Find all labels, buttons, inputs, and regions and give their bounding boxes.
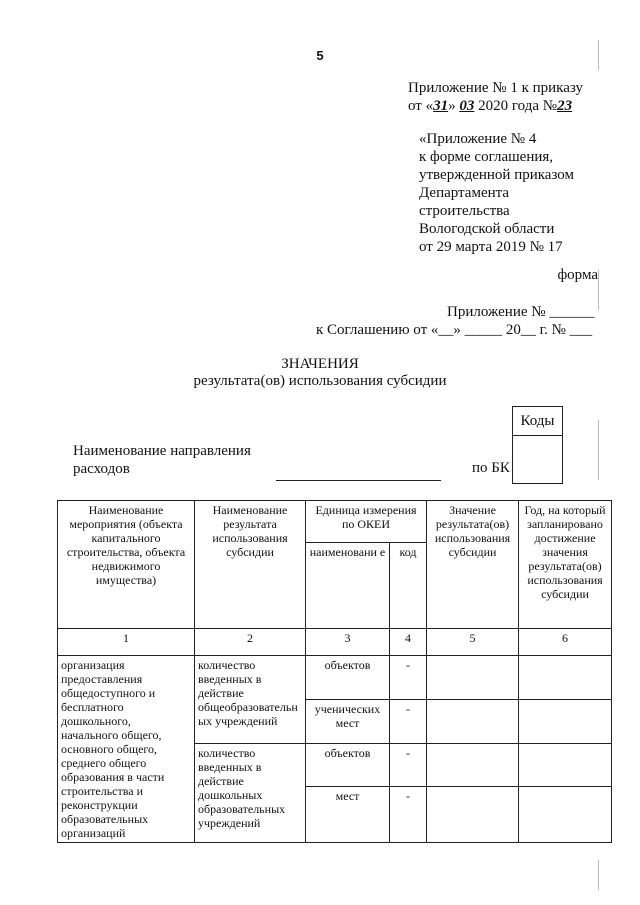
header-year: Год, на который запланировано достижение значения результата(ов) использования субсидии	[519, 501, 612, 629]
header-value: Значение результата(ов) использования субсидии	[427, 501, 519, 629]
unit-cell: объектов	[306, 744, 390, 787]
scan-mark	[598, 420, 599, 480]
direction-underline	[276, 480, 441, 481]
col-number: 2	[195, 629, 306, 656]
scan-mark	[598, 860, 599, 890]
year-cell	[519, 656, 612, 700]
header-result: Наименование результата использования субсидии	[195, 501, 306, 629]
year-cell	[519, 700, 612, 744]
event-cell: организация предоставления общедоступного и бесплатного дошкольного, начального общего, основного общего, среднего общего образования в части строительства и реконструкции образовательных организаций	[58, 656, 195, 843]
code-cell: -	[390, 700, 427, 744]
code-cell: -	[390, 787, 427, 843]
col-number: 5	[427, 629, 519, 656]
value-cell	[427, 744, 519, 787]
order-month: 03	[459, 98, 475, 114]
col-number: 6	[519, 629, 612, 656]
order-annex-line: Приложение № 1 к приказу	[408, 80, 583, 96]
codes-box	[512, 406, 563, 484]
order-number: 23	[557, 98, 573, 114]
code-cell: -	[390, 656, 427, 700]
values-table	[57, 500, 612, 843]
code-cell: -	[390, 744, 427, 787]
value-cell	[427, 656, 519, 700]
form-label: форма	[557, 267, 598, 283]
header-event: Наименование мероприятия (объекта капитального строительства, объекта недвижимого имущества)	[58, 501, 195, 629]
unit-cell: ученических мест	[306, 700, 390, 744]
header-unit: Единица измерения по ОКЕИ	[306, 501, 427, 543]
scan-mark	[598, 270, 599, 310]
unit-cell: объектов	[306, 656, 390, 700]
document-title: ЗНАЧЕНИЯ	[281, 356, 359, 372]
direction-label: Наименование направления расходов	[73, 443, 251, 477]
col-number: 3	[306, 629, 390, 656]
codes-label: Коды	[513, 407, 562, 436]
header-unit-code: код	[390, 543, 427, 629]
result-cell: количество введенных в действие общеобразовательн ых учреждений	[195, 656, 306, 744]
order-day: 31	[433, 98, 449, 114]
annex-4-block: «Приложение № 4 к форме соглашения, утвержденной приказом Департамента строительства Вологодской области от 29 марта 2019 № 17	[419, 131, 575, 255]
year-cell	[519, 744, 612, 787]
header-unit-name: наименовани е	[306, 543, 390, 629]
order-date-line	[408, 98, 572, 115]
document-subtitle: результата(ов) использования субсидии	[193, 373, 447, 389]
value-cell	[427, 700, 519, 744]
order-prefix: от «	[408, 98, 434, 114]
value-cell	[427, 787, 519, 843]
year-cell	[519, 787, 612, 843]
agreement-annex-line: Приложение № ______	[447, 304, 595, 320]
order-year: 2020 года №	[478, 98, 558, 114]
result-cell: количество введенных в действие дошкольных образовательных учреждений	[195, 744, 306, 843]
page-number: 5	[316, 48, 324, 63]
col-number: 1	[58, 629, 195, 656]
po-bk-label: по БК	[472, 460, 510, 476]
order-mid: »	[448, 98, 456, 114]
agreement-date-line: к Соглашению от «__» _____ 20__ г. № ___	[316, 322, 593, 338]
col-number: 4	[390, 629, 427, 656]
unit-cell: мест	[306, 787, 390, 843]
